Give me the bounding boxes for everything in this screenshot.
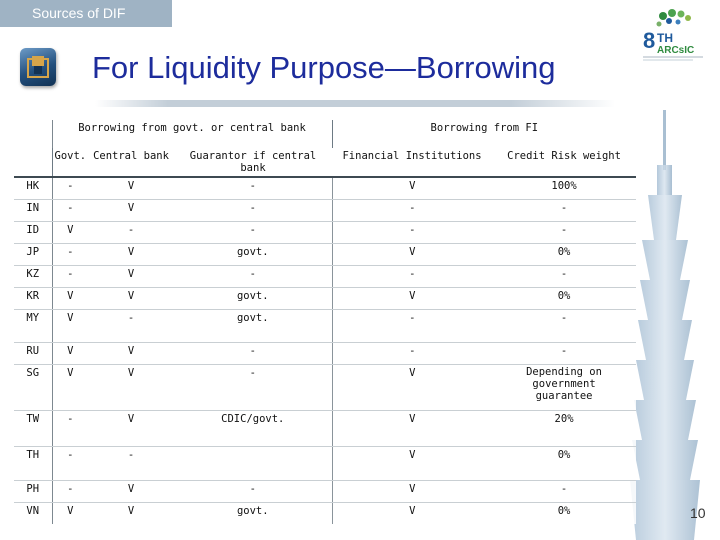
financial-institutions-cell: - bbox=[332, 342, 492, 364]
credit-risk-weight-cell: - bbox=[492, 221, 636, 243]
credit-risk-weight-cell: - bbox=[492, 199, 636, 221]
central-bank-cell: V bbox=[88, 287, 174, 309]
svg-text:TH: TH bbox=[657, 31, 673, 45]
govt-cell: V bbox=[52, 342, 88, 364]
group-header-fi: Borrowing from FI bbox=[430, 122, 539, 134]
financial-institutions-cell: - bbox=[332, 199, 492, 221]
credit-risk-weight-cell: - bbox=[492, 265, 636, 287]
arcsic-logo bbox=[633, 6, 713, 64]
country-code: TW bbox=[14, 410, 52, 446]
financial-institutions-cell: V bbox=[332, 410, 492, 446]
table-row bbox=[14, 410, 636, 446]
table-row bbox=[14, 177, 636, 199]
country-code: KR bbox=[14, 287, 52, 309]
financial-institutions-cell: V bbox=[332, 243, 492, 265]
svg-text:ARCsIC: ARCsIC bbox=[657, 45, 695, 56]
central-bank-cell: V bbox=[127, 504, 135, 517]
country-code: VN bbox=[14, 502, 52, 524]
govt-cell: - bbox=[52, 199, 88, 221]
govt-cell: - bbox=[52, 480, 88, 502]
financial-institutions-cell: - bbox=[332, 265, 492, 287]
guarantor-cell: govt. bbox=[174, 502, 332, 524]
table-row bbox=[14, 480, 636, 502]
guarantor-cell: - bbox=[174, 342, 332, 364]
table-row bbox=[14, 502, 636, 524]
credit-risk-weight-cell: Depending on government guarantee bbox=[492, 364, 636, 410]
guarantor-cell: govt. bbox=[174, 309, 332, 342]
country-code: IN bbox=[14, 199, 52, 221]
document-icon bbox=[20, 48, 56, 86]
country-code: PH bbox=[14, 480, 52, 502]
section-tag: Sources of DIF bbox=[0, 0, 172, 27]
guarantor-cell: CDIC/govt. bbox=[174, 410, 332, 446]
corner-cell bbox=[14, 120, 52, 148]
credit-risk-weight-cell: 20% bbox=[492, 410, 636, 446]
govt-cell: - bbox=[52, 243, 88, 265]
credit-risk-weight-cell: 0% bbox=[492, 243, 636, 265]
financial-institutions-cell: V bbox=[332, 480, 492, 502]
credit-risk-weight-cell: - bbox=[492, 342, 636, 364]
column-header-country bbox=[14, 148, 52, 177]
table-row bbox=[14, 309, 636, 342]
financial-institutions-cell: V bbox=[409, 504, 416, 517]
country-code: TH bbox=[14, 446, 52, 480]
govt-cell: - bbox=[52, 265, 88, 287]
svg-text:8: 8 bbox=[643, 28, 656, 53]
central-bank-cell: - bbox=[88, 446, 174, 480]
guarantor-cell: - bbox=[174, 265, 332, 287]
govt-cell: V bbox=[52, 309, 88, 342]
table-row bbox=[14, 446, 636, 480]
country-code: SG bbox=[14, 364, 52, 410]
financial-institutions-cell: V bbox=[332, 446, 492, 480]
guarantor-cell: - bbox=[174, 177, 332, 199]
govt-cell: V bbox=[52, 221, 88, 243]
credit-risk-weight-cell: 0% bbox=[492, 446, 636, 480]
column-header-credit-risk-weight: Credit Risk weight bbox=[492, 148, 636, 177]
guarantor-cell: govt. bbox=[174, 243, 332, 265]
page-number: 10 bbox=[690, 505, 706, 521]
guarantor-cell: govt. bbox=[174, 287, 332, 309]
govt-cell: V bbox=[67, 504, 74, 517]
country-code: KZ bbox=[14, 265, 52, 287]
govt-cell: - bbox=[52, 410, 88, 446]
credit-risk-weight-cell: 0% bbox=[557, 504, 571, 517]
central-bank-cell: V bbox=[88, 480, 174, 502]
table-row bbox=[14, 265, 636, 287]
financial-institutions-cell: V bbox=[332, 287, 492, 309]
govt-cell: V bbox=[52, 287, 88, 309]
title-divider bbox=[95, 100, 615, 107]
govt-cell: - bbox=[52, 446, 88, 480]
column-header-govt: Govt. bbox=[52, 148, 88, 177]
table-row bbox=[14, 221, 636, 243]
financial-institutions-cell: - bbox=[332, 221, 492, 243]
country-code: ID bbox=[14, 221, 52, 243]
central-bank-cell: V bbox=[88, 199, 174, 221]
central-bank-cell: V bbox=[88, 410, 174, 446]
central-bank-cell: - bbox=[88, 221, 174, 243]
country-code: RU bbox=[14, 342, 52, 364]
credit-risk-weight-cell: 0% bbox=[492, 287, 636, 309]
column-header-financial-institutions: Financial Institutions bbox=[332, 148, 492, 177]
guarantor-cell: - bbox=[174, 221, 332, 243]
credit-risk-weight-cell: - bbox=[492, 480, 636, 502]
page-title: For Liquidity Purpose—Borrowing bbox=[92, 50, 556, 85]
column-header-central-bank: Central bank bbox=[88, 148, 174, 177]
table-row bbox=[14, 199, 636, 221]
guarantor-cell: - bbox=[174, 199, 332, 221]
country-code: MY bbox=[14, 309, 52, 342]
govt-cell: V bbox=[52, 364, 88, 410]
financial-institutions-cell: V bbox=[332, 364, 492, 410]
table-row bbox=[14, 342, 636, 364]
country-code: JP bbox=[14, 243, 52, 265]
table-row bbox=[14, 243, 636, 265]
country-code: HK bbox=[14, 177, 52, 199]
govt-cell: - bbox=[52, 177, 88, 199]
borrowing-table bbox=[14, 120, 636, 524]
central-bank-cell: V bbox=[88, 364, 174, 410]
central-bank-cell: V bbox=[88, 177, 174, 199]
table-row bbox=[14, 364, 636, 410]
guarantor-cell: - bbox=[174, 364, 332, 410]
central-bank-cell: V bbox=[88, 243, 174, 265]
group-header-govt: Borrowing from govt. or central bank bbox=[52, 120, 332, 148]
central-bank-cell: V bbox=[88, 265, 174, 287]
credit-risk-weight-cell: 100% bbox=[492, 177, 636, 199]
central-bank-cell: V bbox=[88, 342, 174, 364]
table-row bbox=[14, 287, 636, 309]
central-bank-cell: - bbox=[88, 309, 174, 342]
guarantor-cell bbox=[174, 446, 332, 480]
financial-institutions-cell: - bbox=[332, 309, 492, 342]
credit-risk-weight-cell: - bbox=[492, 309, 636, 342]
column-header-guarantor: Guarantor if central bank bbox=[174, 148, 332, 177]
guarantor-cell: - bbox=[174, 480, 332, 502]
financial-institutions-cell: V bbox=[332, 177, 492, 199]
